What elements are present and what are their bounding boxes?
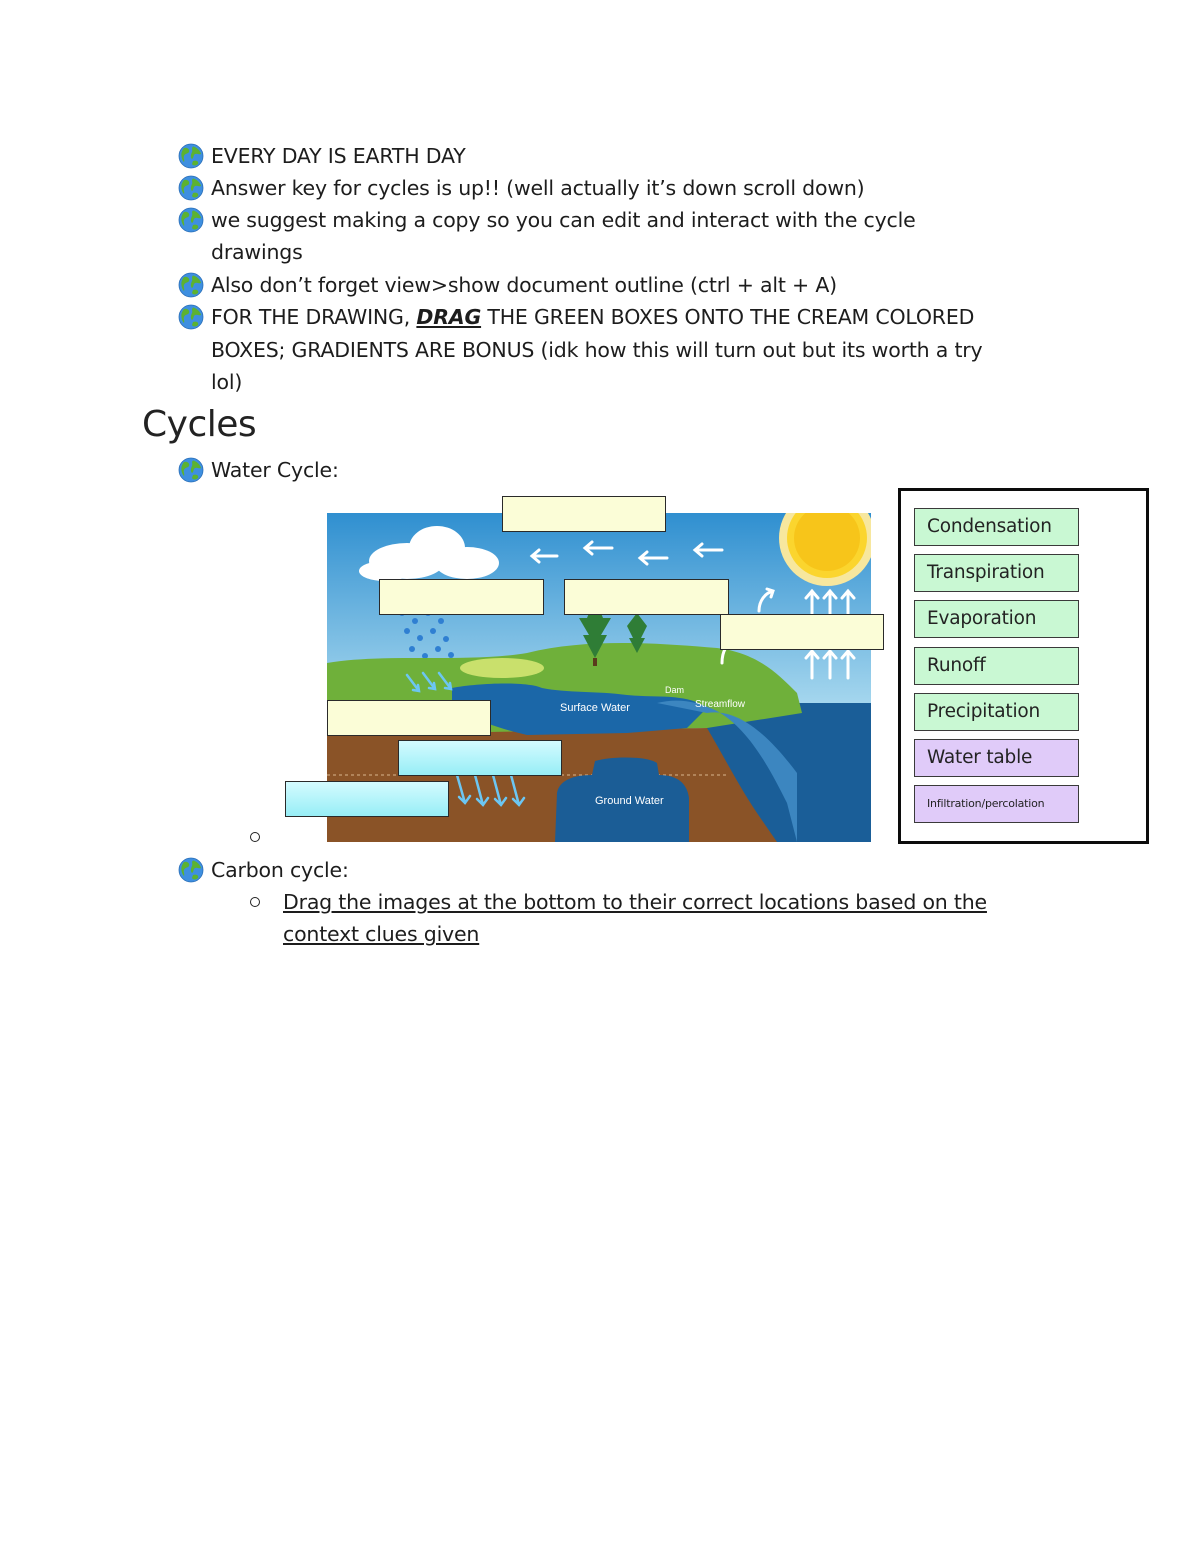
globe-icon (178, 175, 204, 201)
bullet-make-copy-cont: drawings (211, 240, 303, 264)
field (460, 658, 544, 678)
blank-box-transpiration-target[interactable] (564, 579, 729, 615)
globe-icon (178, 304, 204, 330)
blank-box-water-table-target[interactable] (398, 740, 562, 776)
globe-icon (178, 457, 204, 483)
carbon-instruction-line1: Drag the images at the bottom to their correct locations based on the (283, 890, 987, 914)
globe-icon (178, 272, 204, 298)
globe-icon (178, 143, 204, 169)
carbon-cycle-label: Carbon cycle: (211, 858, 349, 882)
term-transpiration[interactable]: Transpiration (914, 554, 1079, 592)
blank-box-runoff-target[interactable] (327, 700, 491, 736)
term-precipitation[interactable]: Precipitation (914, 693, 1079, 731)
section-heading-cycles: Cycles (142, 404, 257, 445)
bullet-drawing-note: FOR THE DRAWING, DRAG THE GREEN BOXES ONTO THE CREAM COLORED (211, 305, 975, 329)
sub-bullet-empty (250, 832, 260, 842)
label-dam: Dam (665, 685, 685, 695)
term-water-table[interactable]: Water table (914, 739, 1079, 777)
drag-emphasis: DRAG (416, 305, 482, 329)
globe-icon (178, 857, 204, 883)
bullet-drawing-note-line2: BOXES; GRADIENTS ARE BONUS (idk how this will turn out but its worth a try (211, 338, 983, 362)
term-runoff[interactable]: Runoff (914, 647, 1079, 685)
label-surface-water: Surface Water (560, 702, 630, 714)
blank-box-infiltration-target[interactable] (285, 781, 449, 817)
water-cycle-label: Water Cycle: (211, 458, 339, 482)
label-streamflow: Streamflow (695, 699, 746, 710)
term-condensation[interactable]: Condensation (914, 508, 1079, 546)
bullet-drawing-note-line3: lol) (211, 370, 243, 394)
bullet-earth-day: EVERY DAY IS EARTH DAY (211, 144, 466, 168)
term-bank (898, 488, 1149, 844)
carbon-instruction-line2: context clues given (283, 922, 480, 946)
term-infiltration-percolation[interactable]: Infiltration/percolation (914, 785, 1079, 823)
bullet-answer-key: Answer key for cycles is up!! (well actually it’s down scroll down) (211, 176, 865, 200)
bullet-make-copy: we suggest making a copy so you can edit and interact with the cycle (211, 208, 916, 232)
sub-bullet (250, 897, 260, 907)
term-evaporation[interactable]: Evaporation (914, 600, 1079, 638)
blank-box-condensation-target[interactable] (502, 496, 666, 532)
label-ground-water: Ground Water (595, 795, 664, 807)
blank-box-precipitation-target[interactable] (379, 579, 544, 615)
blank-box-evaporation-target[interactable] (720, 614, 884, 650)
bullet-outline-tip: Also don’t forget view>show document outline (ctrl + alt + A) (211, 273, 837, 297)
globe-icon (178, 207, 204, 233)
